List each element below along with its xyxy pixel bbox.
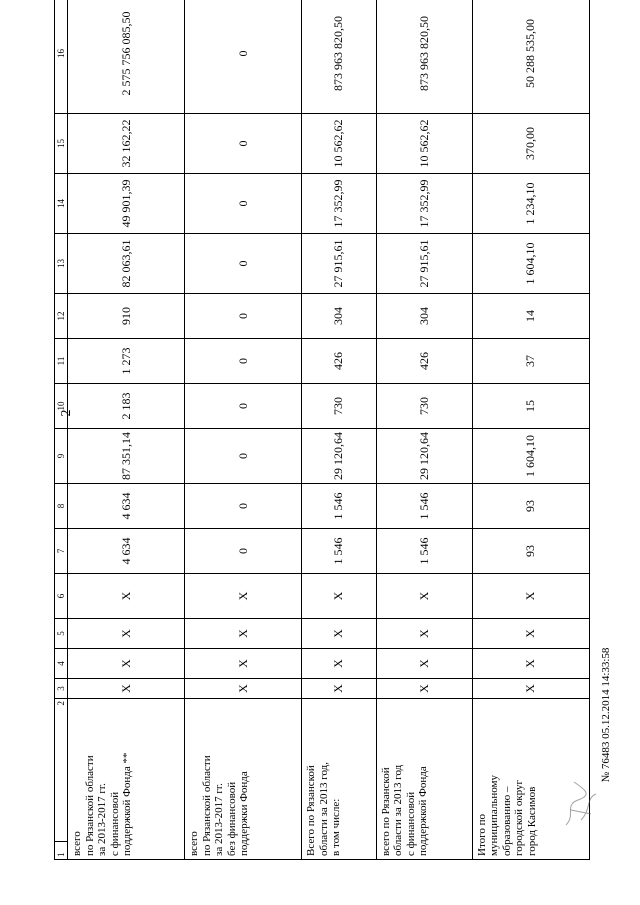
table-cell: 1 273 [68,339,185,384]
page-number: 2 [59,409,74,417]
table-cell: 14 [472,294,589,339]
table-cell: 29 120,64 [302,429,377,484]
table-cell: X [472,574,589,619]
table-cell: X [68,574,185,619]
column-number: 13 [55,234,68,294]
table-cell: 10 562,62 [302,114,377,174]
column-number: 7 [55,529,68,574]
column-number: 4 [55,649,68,679]
column-number: 6 [55,574,68,619]
table-cell: 0 [185,294,302,339]
table-row [472,0,589,860]
table-cell: 2 575 756 085,50 [68,0,185,114]
table-cell: 1 546 [376,484,472,529]
data-table [54,0,590,860]
table-cell: 87 351,14 [68,429,185,484]
table-cell: 873 963 820,50 [376,0,472,114]
row-label: всего по Рязанской области за 2013-2017 гг. без финансовой поддержки Фонда [185,699,302,860]
table-cell: X [185,679,302,699]
table-cell: 1 546 [376,529,472,574]
table-cell: 4 634 [68,484,185,529]
table-cell: X [185,574,302,619]
table-cell: 910 [68,294,185,339]
table-cell: X [302,619,377,649]
table-cell: X [472,619,589,649]
row-label: всего по Рязанской области за 2013-2017 гг. с финансовой поддержкой Фонда ** [68,699,185,860]
column-number: 1 [55,842,68,860]
table-cell: 873 963 820,50 [302,0,377,114]
table-cell: 15 [472,384,589,429]
table-cell: 0 [185,0,302,114]
column-number-row [55,0,68,860]
table-cell: 1 604,10 [472,429,589,484]
table-cell: X [68,679,185,699]
table-cell: X [185,619,302,649]
table-cell: X [302,574,377,619]
table-cell: 93 [472,484,589,529]
column-number: 5 [55,619,68,649]
column-number: 12 [55,294,68,339]
table-cell: 10 562,62 [376,114,472,174]
table-cell: 27 915,61 [376,234,472,294]
row-label: всего по Рязанской области за 2013 год с финансовой поддержкой Фонда [376,699,472,860]
table-cell: 0 [185,114,302,174]
table-cell: X [68,619,185,649]
column-number: 15 [55,114,68,174]
column-number: 3 [55,679,68,699]
table-cell: 0 [185,484,302,529]
column-number: 9 [55,429,68,484]
table-cell: 370,00 [472,114,589,174]
table-cell: 0 [185,429,302,484]
table-cell: X [376,679,472,699]
table-cell: X [302,649,377,679]
table-cell: X [376,619,472,649]
table-cell: 1 546 [302,529,377,574]
stamp-text: № 76483 05.12.2014 14:33:58 [600,647,612,783]
table-cell: 1 546 [302,484,377,529]
table-cell: X [472,649,589,679]
table-row [185,0,302,860]
table-row [302,0,377,860]
table-cell: 37 [472,339,589,384]
table-cell: 730 [376,384,472,429]
table-cell: X [472,679,589,699]
table-cell: 29 120,64 [376,429,472,484]
table-cell: X [376,649,472,679]
table-cell: 93 [472,529,589,574]
table-row [68,0,185,860]
column-number: 16 [55,0,68,114]
table-cell: X [68,649,185,679]
table-cell: 0 [185,384,302,429]
table-area [54,11,590,860]
table-cell: 426 [302,339,377,384]
table-cell: X [185,649,302,679]
table-cell: 0 [185,174,302,234]
table-cell: 49 901,39 [68,174,185,234]
table-cell: 17 352,99 [376,174,472,234]
table-cell: 82 063,61 [68,234,185,294]
table-cell: 1 604,10 [472,234,589,294]
table-cell: 0 [185,339,302,384]
rotated-table-wrapper [54,11,590,860]
table-cell: 1 234,10 [472,174,589,234]
table-cell: X [376,574,472,619]
row-label: Всего по Рязанской области за 2013 год, в том числе: [302,699,377,860]
column-number: 8 [55,484,68,529]
table-cell: 2 183 [68,384,185,429]
table-cell: 426 [376,339,472,384]
table-row [376,0,472,860]
table-cell: X [302,679,377,699]
table-cell: 32 162,22 [68,114,185,174]
row-label: Итого по муниципальному образованию – городской округ город Касимов [472,699,589,860]
table-cell: 730 [302,384,377,429]
column-number: 10 [55,384,68,429]
registration-stamp [596,565,616,865]
column-number: 14 [55,174,68,234]
table-cell: 17 352,99 [302,174,377,234]
table-cell: 304 [376,294,472,339]
table-cell: 50 288 535,00 [472,0,589,114]
table-cell: 304 [302,294,377,339]
table-cell: 0 [185,234,302,294]
column-number: 2 [55,699,68,842]
table-cell: 0 [185,529,302,574]
column-number: 11 [55,339,68,384]
table-cell: 27 915,61 [302,234,377,294]
table-cell: 4 634 [68,529,185,574]
